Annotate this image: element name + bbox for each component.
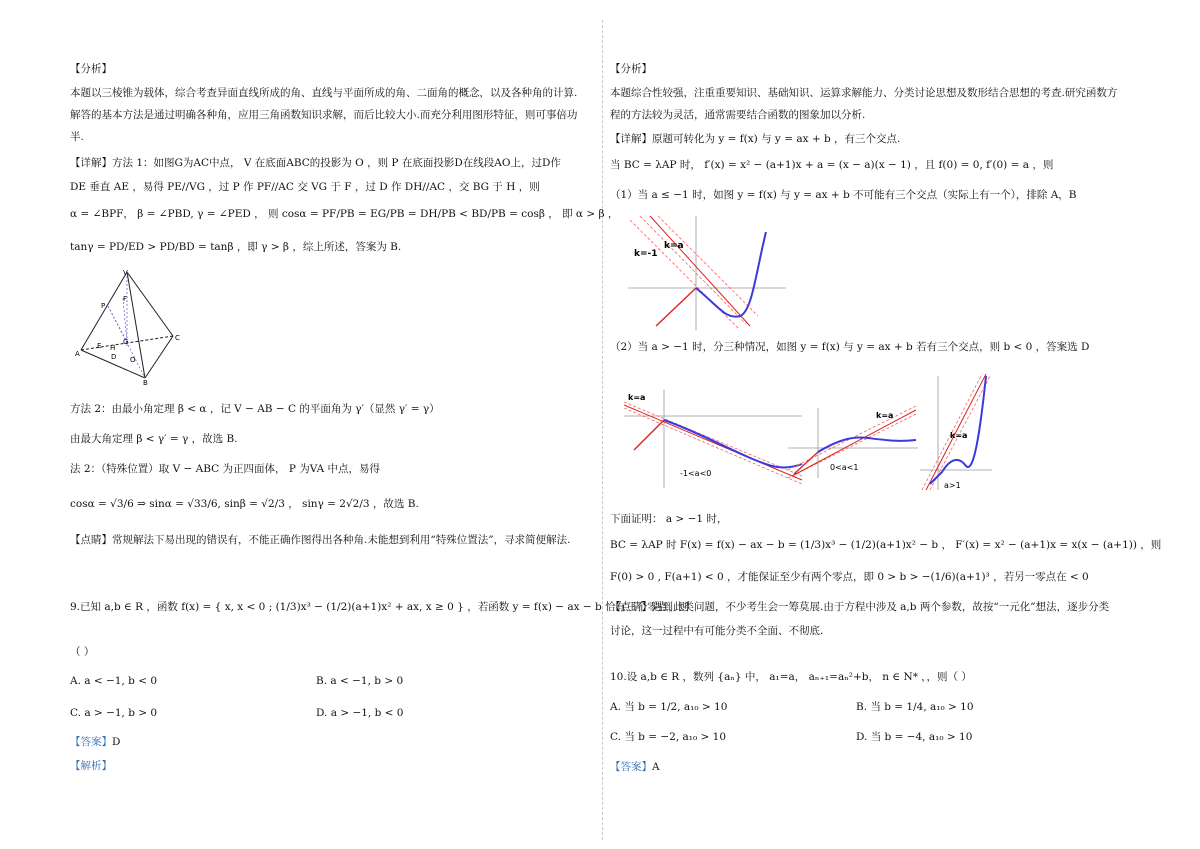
detail-line: 当 BC = λAP 时， f′(x) = x² − (a+1)x + a = (x − a)(x − 1) ，且 f(0) = 0, f′(0) = a ，则 — [610, 159, 1054, 171]
option-a: A. a < −1, b < 0 — [70, 675, 158, 687]
method-2: 方法 2：由最小角定理 β < α ，记 V − AB − C 的平面角为 γ′（显然 γ′ = γ） — [70, 403, 440, 415]
detail-line: 【详解】原题可转化为 y = f(x) 与 y = ax + b ，有三个交点. — [610, 133, 901, 145]
graph-case-3 — [788, 404, 920, 480]
option-c: C. 当 b = −2, a₁₀ > 10 — [610, 731, 727, 743]
highlight: 讨论，这一过程中有可能分类不全面、不彻底. — [610, 625, 824, 637]
figure-label: F — [123, 295, 128, 303]
option-c: C. a > −1, b > 0 — [70, 707, 158, 719]
figure-label: V — [123, 269, 128, 277]
analysis-tag: 【分析】 — [70, 63, 112, 75]
graph-case-2 — [624, 390, 804, 490]
figure-label: C — [175, 334, 180, 342]
graph-case-1 — [628, 212, 788, 334]
option-b: B. 当 b = 1/4, a₁₀ > 10 — [856, 701, 974, 713]
analysis-tag: 【分析】 — [610, 63, 652, 75]
highlight: 【点睛】遇到此类问题，不少考生会一筹莫展.由于方程中涉及 a,b 两个参数，故按“一元化”想法，逐步分类 — [610, 601, 1110, 613]
column-divider — [602, 20, 603, 840]
case-2: （2）当 a > −1 时，分三种情况，如图 y = f(x) 与 y = ax + b 若有三个交点，则 b < 0 ，答案选 D — [610, 341, 1090, 353]
graph-label: k=a — [628, 393, 646, 402]
proof-intro: 下面证明： a > −1 时， — [610, 513, 728, 525]
figure-label: P — [101, 302, 106, 310]
option-a: A. 当 b = 1/2, a₁₀ > 10 — [610, 701, 728, 713]
graph-label: k=a — [950, 431, 968, 440]
answer-tag: 【答案】 — [70, 736, 112, 748]
graph-label: a>1 — [944, 481, 961, 490]
tetrahedron-figure — [75, 268, 185, 386]
figure-label: B — [143, 379, 148, 386]
detail-line: α = ∠BPF， β = ∠PBD, γ = ∠PED ， 则 cosα = PF/PB = EG/PB = DH/PB < BD/PB = cosβ ， 即 α > β ， — [70, 208, 619, 220]
question-9-paren: （ ） — [70, 646, 95, 658]
detail-line: DE 垂直 AE ，易得 PE//VG ，过 P 作 PF//AC 交 VG 于 F ，过 D 作 DH//AC ，交 BG 于 H ，则 — [70, 181, 540, 193]
analysis-line: 本题综合性较强，注重重要知识、基础知识、运算求解能力、分类讨论思想及数形结合思想的考查.研究函数方 — [610, 87, 1118, 99]
answer-value: A — [652, 761, 660, 773]
graph-label: -1<a<0 — [680, 469, 712, 478]
figure-label: E — [97, 342, 102, 350]
detail-line: 【详解】方法 1：如图G为AC中点， V 在底面ABC的投影为 O ，则 P 在底面投影D在线段AO上，过D作 — [70, 157, 561, 169]
option-d: D. a > −1, b < 0 — [316, 707, 404, 719]
detail-line: tanγ = PD/ED > PD/BD = tanβ ，即 γ > β ，综上所述，答案为 B. — [70, 241, 402, 253]
highlight: 【点睛】常规解法下易出现的错误有，不能正确作图得出各种角.未能想到利用“特殊位置法”，寻求简便解法. — [70, 534, 571, 546]
option-d: D. 当 b = −4, a₁₀ > 10 — [856, 731, 973, 743]
analysis-line: 解答的基本方法是通过明确各种角，应用三角函数知识求解，而后比较大小.而充分利用图形特征，则可事倍功 — [70, 109, 578, 121]
figure-label: O — [130, 356, 136, 364]
explain-tag: 【解析】 — [70, 760, 112, 772]
case-1: （1）当 a ≤ −1 时，如图 y = f(x) 与 y = ax + b 不可能有三个交点（实际上有一个），排除 A，B — [610, 189, 1077, 201]
figure-label: A — [75, 350, 80, 358]
figure-label: G — [123, 338, 129, 346]
proof-line: F(0) > 0 , F(a+1) < 0 ，才能保证至少有两个零点，即 0 > b > −(1/6)(a+1)³ ，若另一零点在 < 0 — [610, 571, 1089, 583]
figure-label: D — [111, 353, 117, 361]
figure-label: H — [110, 344, 116, 352]
method-3: 法 2：（特殊位置）取 V − ABC 为正四面体， P 为VA 中点，易得 — [70, 463, 381, 475]
answer-line — [610, 760, 660, 774]
proof-line: BC = λAP 时 F(x) = f(x) − ax − b = (1/3)x³ − (1/2)(a+1)x² − b ， F′(x) = x² − (a+1)x = x(x − (a+1)) ，则 — [610, 539, 1162, 551]
answer-tag: 【答案】 — [610, 761, 652, 773]
graph-label: 0<a<1 — [830, 463, 859, 472]
answer-value: D — [112, 736, 121, 748]
graph-label: k=a — [876, 411, 894, 420]
analysis-line: 程的方法较为灵活，通常需要结合函数的图象加以分析. — [610, 109, 866, 121]
question-9: 9.已知 a,b ∈ R ，函数 f(x) = { x, x < 0 ; (1/3)x³ − (1/2)(a+1)x² + ax, x ≥ 0 } ，若函数 y = f(x) − ax − b 恰有三个零点，则 — [70, 601, 690, 613]
max-angle-line: 由最大角定理 β < γ′ = γ ，故选 B. — [70, 433, 238, 445]
graph-label: k=-1 — [634, 249, 658, 259]
analysis-line: 半. — [70, 131, 84, 143]
graph-label: k=a — [664, 241, 684, 251]
answer-line — [70, 735, 120, 749]
graph-case-4 — [920, 372, 994, 492]
analysis-line: 本题以三棱锥为载体，综合考查异面直线所成的角、直线与平面所成的角、二面角的概念，以及各种角的计算. — [70, 87, 578, 99]
method-3-result: cosα = √3/6 ⇒ sinα = √33/6, sinβ = √2/3 ， sinγ = 2√2/3 ，故选 B. — [70, 498, 419, 510]
option-b: B. a < −1, b > 0 — [316, 675, 404, 687]
question-10: 10.设 a,b ∈ R ，数列 {aₙ} 中， a₁=a， aₙ₊₁=aₙ²+b， n ∈ N* ，，则（ ） — [610, 671, 972, 683]
